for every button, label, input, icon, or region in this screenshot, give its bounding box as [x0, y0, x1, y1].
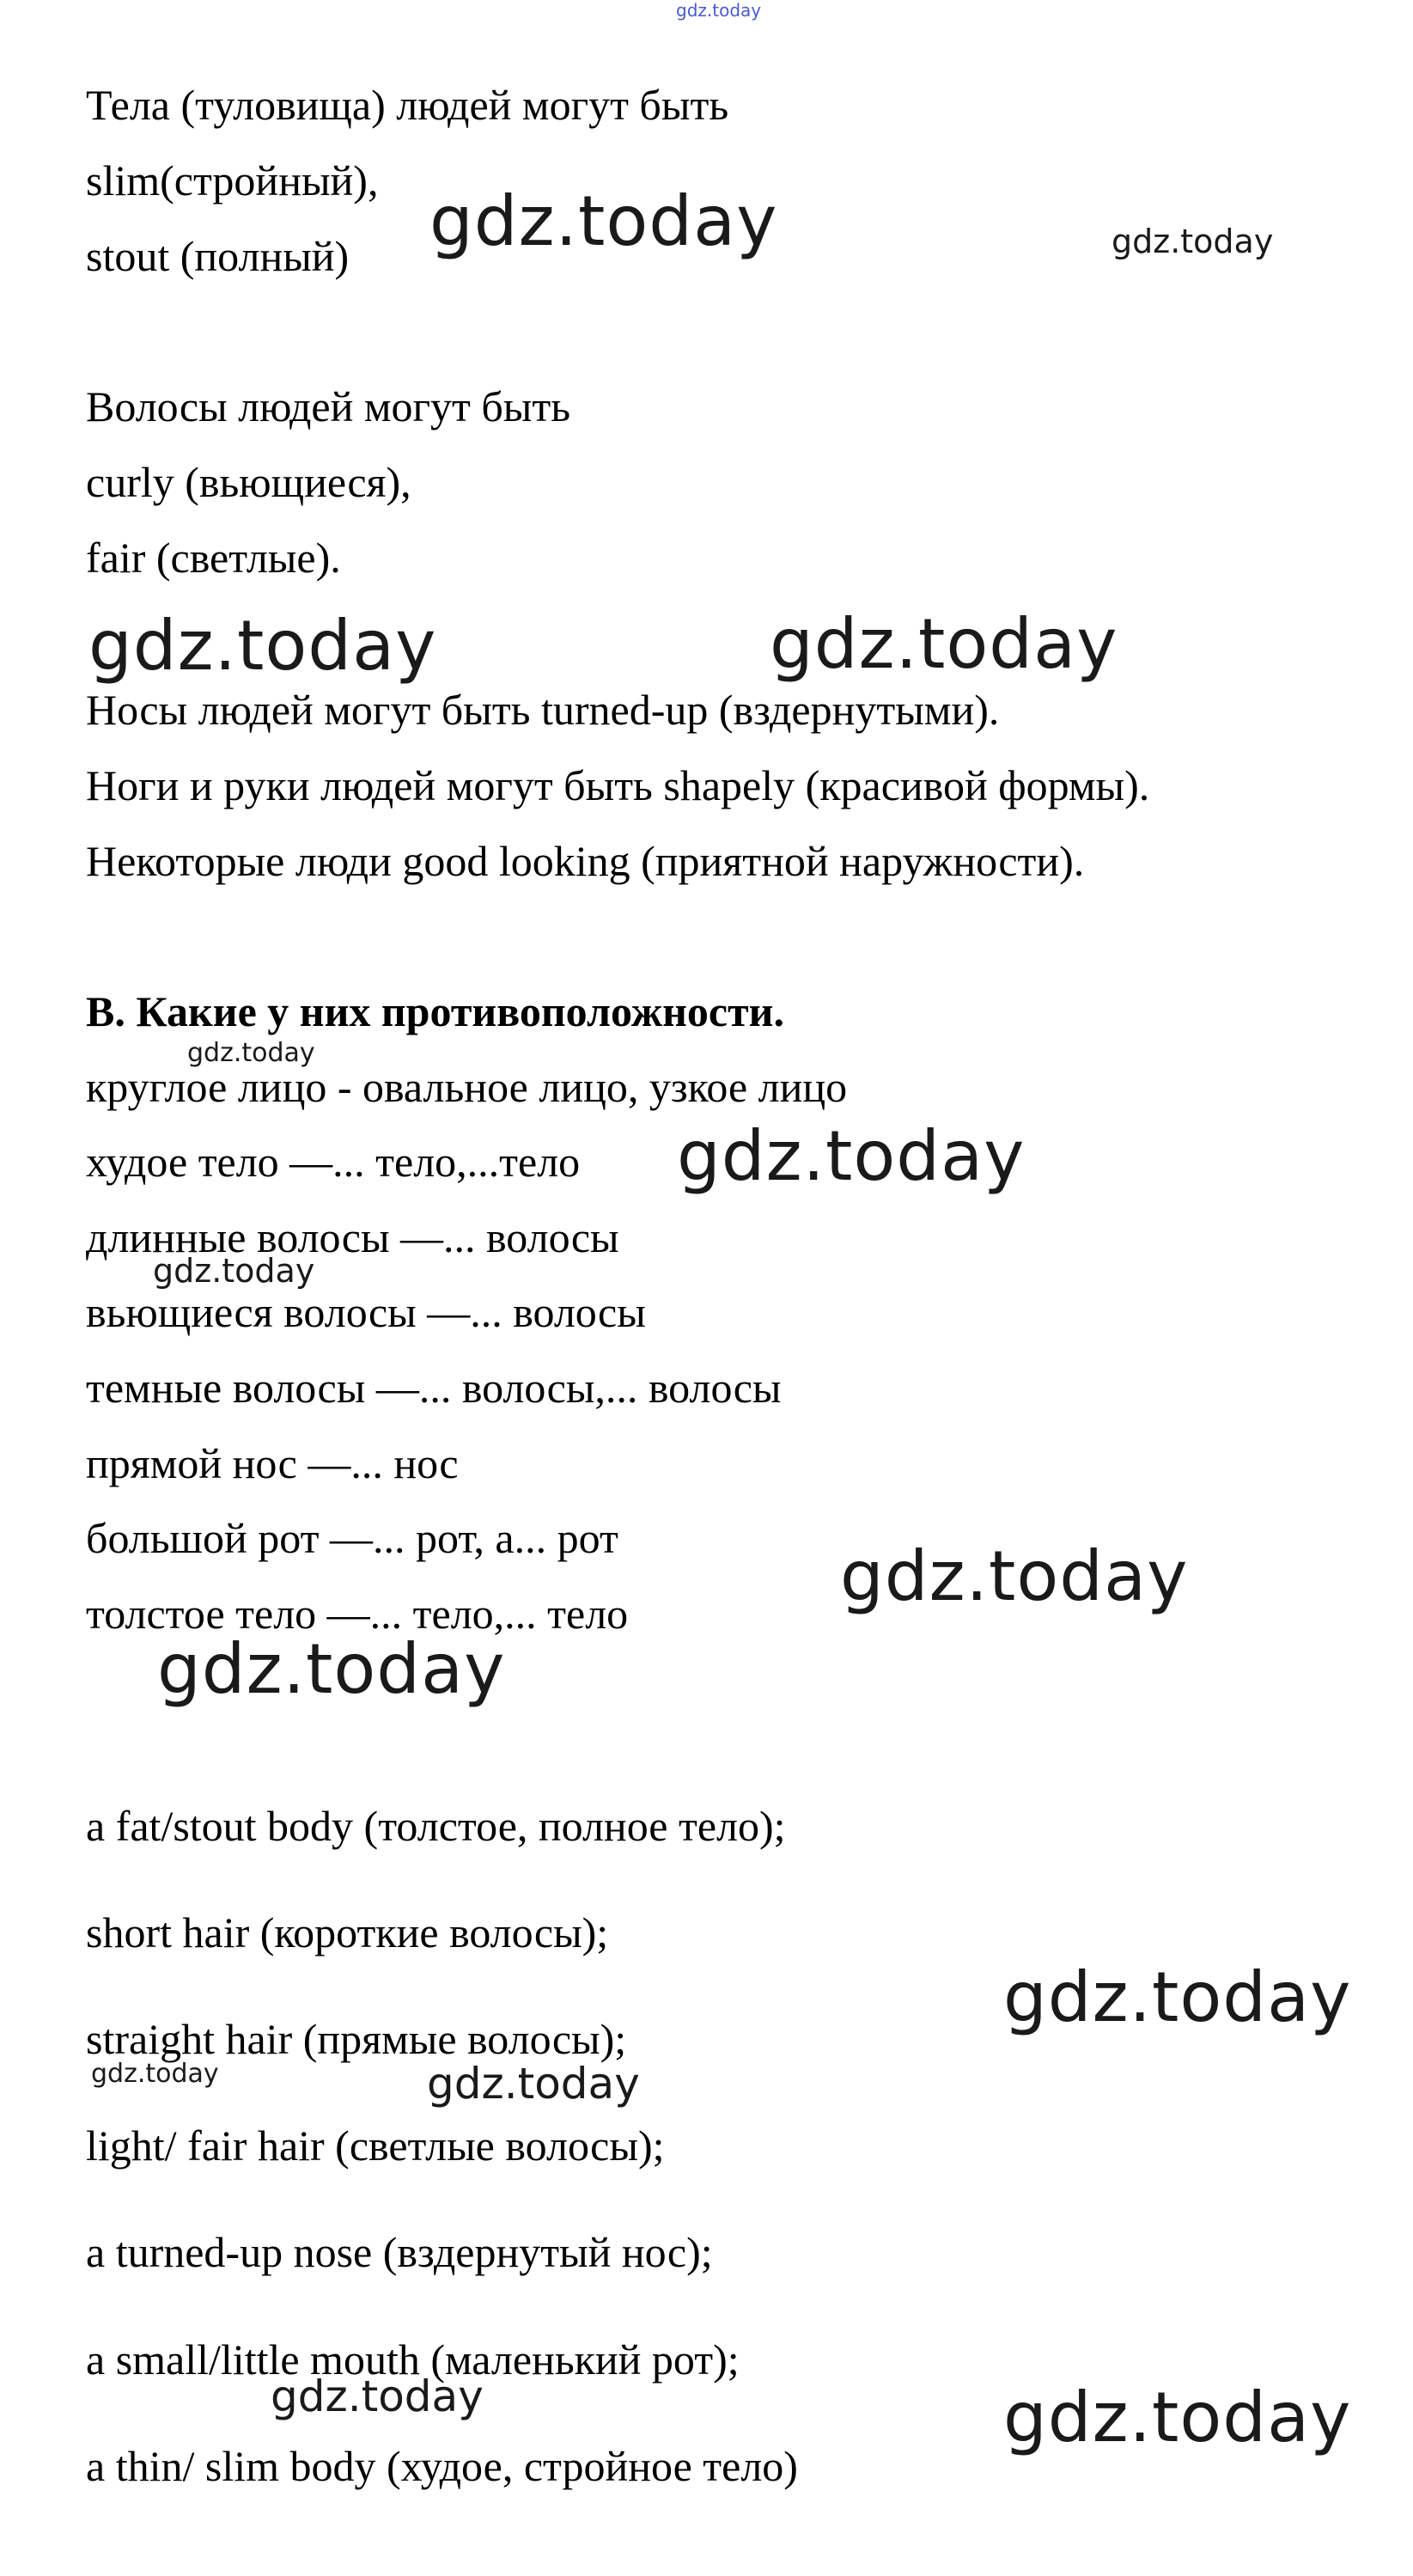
answer-item: short hair (короткие волосы);	[86, 1908, 609, 1956]
legs-arms-line: Ноги и руки людей могут быть shapely (красивой формы).	[86, 761, 1150, 809]
opposite-item: длинные волосы —... волосы	[86, 1213, 619, 1261]
answer-item: straight hair (прямые волосы);	[86, 2015, 627, 2063]
watermark: gdz.today	[88, 606, 437, 686]
watermark: gdz.today	[677, 1116, 1026, 1196]
watermark: gdz.today	[187, 1038, 315, 1068]
watermark: gdz.today	[840, 1536, 1189, 1616]
opposite-item: темные волосы —... волосы,... волосы	[86, 1364, 782, 1412]
watermark: gdz.today	[427, 2059, 640, 2109]
opposite-item: прямой нос —... нос	[86, 1439, 459, 1487]
answer-item: a turned-up nose (вздернутый нос);	[86, 2228, 713, 2276]
watermark: gdz.today	[1003, 2378, 1352, 2457]
body-slim-line: slim(стройный),	[86, 156, 379, 204]
answer-item: a thin/ slim body (худое, стройное тело)	[86, 2442, 798, 2490]
top-watermark: gdz.today	[676, 0, 762, 21]
watermark: gdz.today	[1112, 223, 1274, 260]
opposite-item: вьющиеся волосы —... волосы	[86, 1288, 646, 1336]
watermark: gdz.today	[153, 1252, 315, 1290]
answer-item: light/ fair hair (светлые волосы);	[86, 2121, 665, 2170]
nose-line: Носы людей могут быть turned-up (вздернутыми).	[86, 686, 1000, 734]
watermark: gdz.today	[1003, 1957, 1352, 2037]
hair-intro-line: Волосы людей могут быть	[86, 382, 571, 430]
hair-fair-line: fair (светлые).	[86, 534, 341, 582]
section-b-heading: B. Какие у них противоположности.	[86, 987, 784, 1035]
opposite-item: худое тело —... тело,...тело	[86, 1138, 581, 1186]
opposite-item: толстое тело —... тело,... тело	[86, 1590, 629, 1638]
body-stout-line: stout (полный)	[86, 232, 350, 280]
watermark: gdz.today	[770, 604, 1118, 684]
body-intro-line: Тела (туловища) людей могут быть	[86, 81, 729, 129]
answer-item: a small/little mouth (маленький рот);	[86, 2335, 740, 2384]
watermark: gdz.today	[429, 181, 778, 261]
watermark: gdz.today	[271, 2372, 484, 2421]
watermark: gdz.today	[91, 2059, 219, 2089]
watermark: gdz.today	[157, 1629, 506, 1709]
good-looking-line: Некоторые люди good looking (приятной наружности).	[86, 837, 1085, 885]
answer-item: a fat/stout body (толстое, полное тело);	[86, 1802, 786, 1850]
opposite-item: круглое лицо - овальное лицо, узкое лицо	[86, 1063, 848, 1111]
opposite-item: большой рот —... рот, а... рот	[86, 1514, 618, 1562]
hair-curly-line: curly (вьющиеся),	[86, 458, 411, 506]
